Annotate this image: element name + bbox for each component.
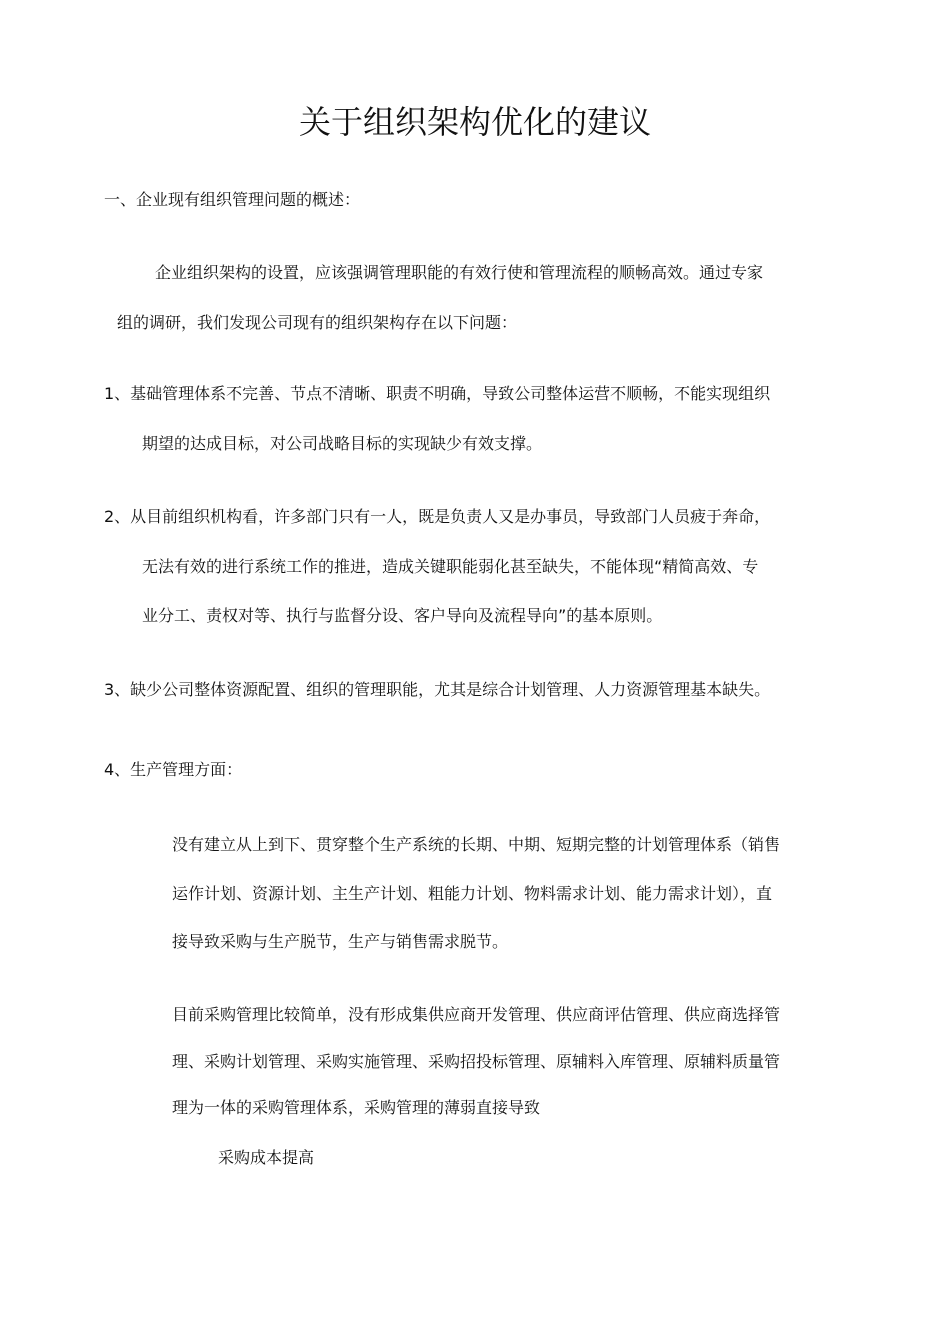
item3-line-1: 3、缺少公司整体资源配置、组织的管理职能，尤其是综合计划管理、人力资源管理基本缺失。: [104, 680, 771, 699]
item4-tail: 采购成本提高: [218, 1148, 315, 1167]
item4-para1-line-3: 接导致采购与生产脱节，生产与销售需求脱节。: [172, 932, 509, 951]
intro-line-1: 企业组织架构的设置，应该强调管理职能的有效行使和管理流程的顺畅高效。通过专家: [155, 263, 764, 282]
section-heading: 一、企业现有组织管理问题的概述：: [104, 190, 361, 209]
item4-para2-line-3: 理为一体的采购管理体系，采购管理的薄弱直接导致: [172, 1098, 541, 1117]
item4-para2-line-2: 理、采购计划管理、采购实施管理、采购招投标管理、原辅料入库管理、原辅料质量管: [172, 1052, 781, 1071]
document-title: 关于组织架构优化的建议: [298, 103, 651, 141]
item2-line-1: 2、从目前组织机构看，许多部门只有一人，既是负责人又是办事员，导致部门人员疲于奔命，: [104, 507, 771, 526]
item4-heading: 4、生产管理方面：: [104, 760, 243, 779]
intro-line-2: 组的调研，我们发现公司现有的组织架构存在以下问题：: [117, 313, 518, 332]
item4-para1-line-1: 没有建立从上到下、贯穿整个生产系统的长期、中期、短期完整的计划管理体系（销售: [172, 835, 781, 854]
item1-line-1: 1、基础管理体系不完善、节点不清晰、职责不明确，导致公司整体运营不顺畅，不能实现组织: [104, 384, 771, 403]
item4-para2-line-1: 目前采购管理比较简单，没有形成集供应商开发管理、供应商评估管理、供应商选择管: [172, 1005, 781, 1024]
item1-line-2: 期望的达成目标，对公司战略目标的实现缺少有效支撑。: [142, 434, 543, 453]
item2-line-2: 无法有效的进行系统工作的推进，造成关键职能弱化甚至缺失，不能体现“精简高效、专: [142, 557, 759, 576]
item4-para1-line-2: 运作计划、资源计划、主生产计划、粗能力计划、物料需求计划、能力需求计划），直: [172, 884, 773, 903]
item2-line-3: 业分工、责权对等、执行与监督分设、客户导向及流程导向”的基本原则。: [142, 606, 663, 625]
